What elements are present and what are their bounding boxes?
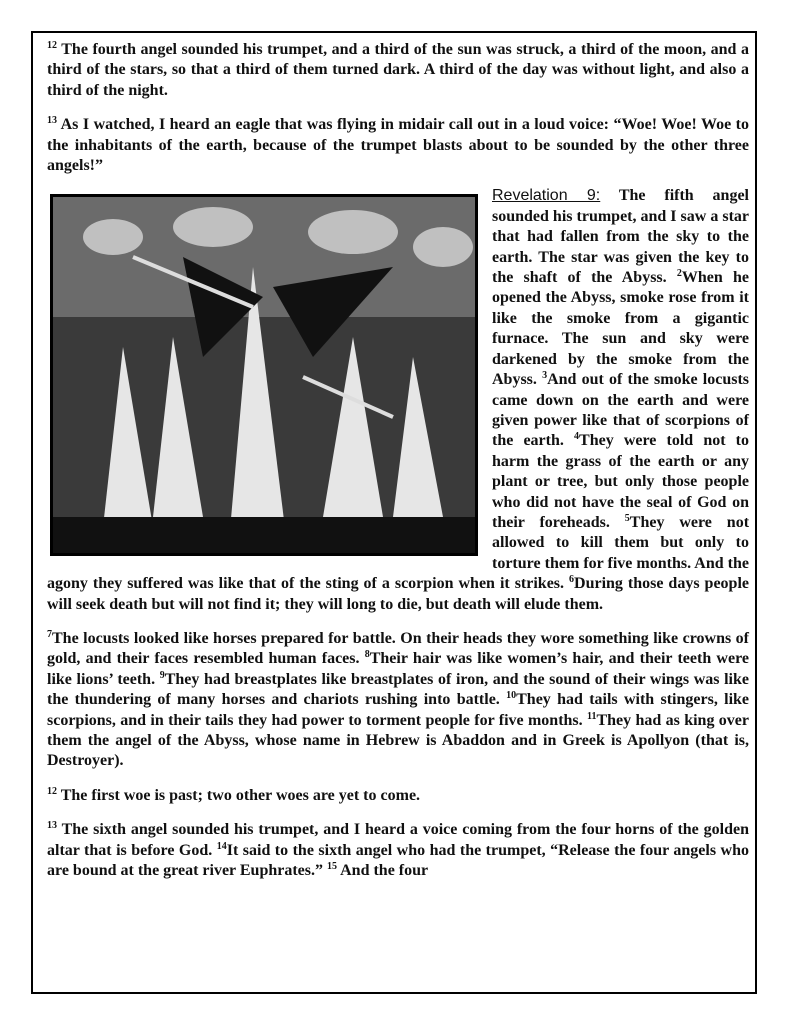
verse-number: 3 — [542, 370, 548, 382]
verse-text: The fifth angel sounded his trumpet, and I saw a star that had fallen from the sky to the earth. The star was given the key to the shaft of the Abyss. — [492, 187, 749, 287]
verse-text: The locusts looked like horses prepared for battle. On their heads they wore something like crowns of gold, and their faces resembled human faces. — [47, 629, 749, 668]
verse-text: And the four — [340, 862, 429, 880]
angels-trumpets-engraving — [50, 194, 478, 556]
verse-text: They were not allowed to kill them but only to torture them for five months. And the agony they suffered was like that of the sting of a scorpion when it strikes. — [47, 513, 750, 593]
paragraph-verse-13 — [47, 115, 749, 176]
verse-number: 5 — [624, 512, 630, 524]
verse-number: 9 — [159, 669, 165, 681]
verse-text: As I watched, I heard an eagle that was flying in midair call out in a loud voice: “Woe! Woe! Woe to the inhabitants of the earth, because of the trumpet blasts about to be sounded by the other three angels!” — [47, 116, 750, 175]
paragraph-verse-12-woe — [47, 786, 749, 806]
verse-number: 11 — [587, 710, 597, 722]
chapter-reference: Revelation 9: — [492, 187, 601, 205]
verse-text: It said to the sixth angel who had the trumpet, “Release the four angels who are bound at the great river Euphrates.” — [47, 841, 750, 880]
verse-number: 12 — [47, 40, 57, 51]
paragraph-verses-13-15 — [47, 820, 749, 881]
verse-text: They were told not to harm the grass of the earth or any plant or tree, but only those people who did not have the seal of God on their foreheads. — [492, 432, 750, 531]
verse-number: 10 — [506, 690, 517, 702]
verse-number: 4 — [574, 431, 580, 443]
verse-number: 7 — [47, 628, 52, 640]
verse-text: The fourth angel sounded his trumpet, and a third of the sun was struck, a third of the moon, and a third of the stars, so that a third of them turned dark. A third of the day was without light, and also a third of the night. — [47, 41, 749, 99]
verse-text: The first woe is past; two other woes are yet to come. — [60, 786, 421, 804]
verse-number: 15 — [327, 861, 337, 873]
verse-number: 8 — [364, 649, 370, 661]
verse-text: They had as king over them the angel of the Abyss, whose name in Hebrew is Abaddon and in Greek is Apollyon (that is, Destroyer). — [47, 711, 750, 770]
verse-number: 2 — [676, 268, 682, 280]
verse-text: The sixth angel sounded his trumpet, and I heard a voice coming from the four horns of the golden altar that is before God. — [47, 821, 749, 859]
verse-number: 13 — [47, 820, 57, 832]
paragraph-verse-12 — [47, 40, 749, 101]
verse-number: 6 — [569, 574, 575, 586]
paragraph-verses-7-11 — [47, 629, 749, 772]
verse-text: They had tails with stingers, like scorpions, and in their tails they had power to torment people for five months. — [47, 691, 750, 729]
verse-number: 12 — [47, 785, 57, 797]
verse-text: When he opened the Abyss, smoke rose from it like the smoke from a gigantic furnace. The sun and sky were darkened by the smoke from the Abyss. — [492, 269, 749, 389]
verse-text: And out of the smoke locusts came down on the earth and were given power like that of scorpions of the earth. — [492, 371, 750, 450]
document-body — [47, 40, 749, 895]
verse-text: Their hair was like women’s hair, and their teeth were like lions’ teeth. — [47, 650, 750, 688]
verse-number: 13 — [47, 115, 57, 127]
verse-number: 14 — [216, 840, 227, 852]
verse-text: During those days people will seek death but will not find it; they will long to die, but death will elude them. — [47, 575, 749, 613]
verse-text: They had breastplates like breastplates of iron, and the sound of their wings was like the thundering of many horses and chariots rushing into battle. — [47, 670, 750, 709]
